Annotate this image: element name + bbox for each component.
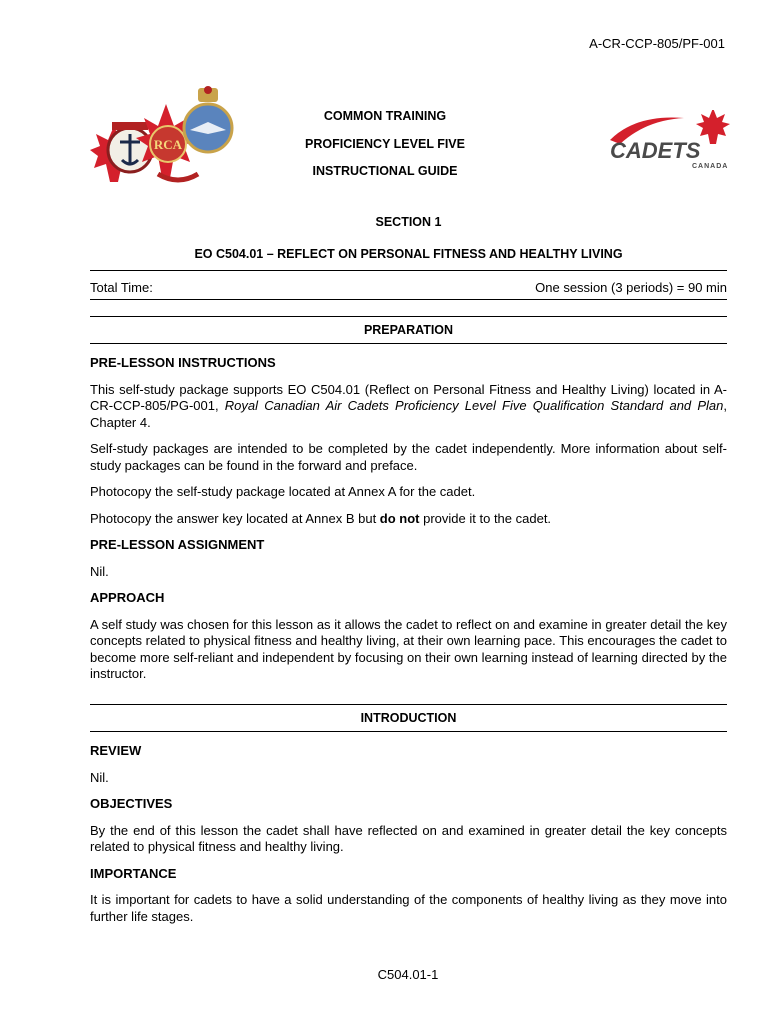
approach-heading: APPROACH xyxy=(90,590,165,605)
total-time-row xyxy=(90,280,727,295)
navy-crest-icon xyxy=(108,122,152,172)
guide-title-block xyxy=(230,109,540,192)
document-reference: A-CR-CCP-805/PF-001 xyxy=(589,36,725,51)
section-heading: SECTION 1 xyxy=(375,215,442,229)
introduction-heading: INTRODUCTION xyxy=(360,711,457,725)
importance-text: It is important for cadets to have a solid understanding of the components of healthy living as they move into further life stages. xyxy=(90,892,727,924)
instructions-paragraph-4: Photocopy the answer key located at Annex B but do not provide it to the cadet. xyxy=(90,510,552,526)
objectives-text: By the end of this lesson the cadet shall have reflected on and examined in greater detail the key concepts related to physical fitness and healthy living. xyxy=(90,822,727,854)
divider xyxy=(90,299,727,300)
do-not-emphasis: do not xyxy=(379,510,420,526)
preparation-heading: PREPARATION xyxy=(363,323,454,337)
review-heading: REVIEW xyxy=(90,743,142,758)
svg-text:RCA: RCA xyxy=(153,137,183,152)
divider xyxy=(90,343,727,344)
divider xyxy=(90,316,727,317)
divider xyxy=(90,731,727,732)
pre-lesson-instructions-heading: PRE-LESSON INSTRUCTIONS xyxy=(90,355,276,370)
title-line-3: INSTRUCTIONAL GUIDE xyxy=(312,164,458,178)
approach-text: A self study was chosen for this lesson as it allows the cadet to reflect on and examine in greater detail the key concepts related to physical fitness and healthy living, at their own learning pace. This encourages the cadet to become more self-reliant and independent by focusing on their own learning instead of learning directed by the instructor. xyxy=(90,616,727,681)
canada-wordmark: CANADA xyxy=(692,163,729,170)
air-cadet-crest-icon xyxy=(184,86,232,152)
instructions-paragraph-3: Photocopy the self-study package located at Annex A for the cadet. xyxy=(90,484,476,499)
divider xyxy=(90,704,727,705)
eo-title: EO C504.01 – REFLECT ON PERSONAL FITNESS AND HEALTHY LIVING xyxy=(194,247,623,261)
importance-heading: IMPORTANCE xyxy=(90,865,177,881)
objectives-heading: OBJECTIVES xyxy=(90,796,173,811)
instructions-paragraph-1: This self-study package supports EO C504.01 (Reflect on Personal Fitness and Healthy Living) located in A-CR-CCP-805/PG-001, Royal Canadian Air Cadets Proficiency Level Five Qualification Standard and Plan, Chapter 4. xyxy=(90,381,727,430)
assignment-text: Nil. xyxy=(90,563,109,579)
army-crest-icon xyxy=(150,126,186,162)
cadets-wordmark: CADETS xyxy=(610,138,701,163)
cadets-canada-logo xyxy=(606,110,730,172)
total-time-value: One session (3 periods) = 90 min xyxy=(535,280,727,295)
instructions-paragraph-2: Self-study packages are intended to be completed by the cadet independently. More information about self-study packages can be found in the forward and preface. xyxy=(90,441,727,473)
total-time-label: Total Time: xyxy=(90,280,153,295)
review-text: Nil. xyxy=(90,769,109,785)
title-line-2: PROFICIENCY LEVEL FIVE xyxy=(305,136,465,151)
introduction-content xyxy=(90,743,727,935)
pre-lesson-assignment-heading: PRE-LESSON ASSIGNMENT xyxy=(90,537,265,552)
divider xyxy=(90,270,727,271)
maple-leaf-icon-right xyxy=(696,110,730,144)
page-number: C504.01-1 xyxy=(377,967,439,982)
qualification-standard-title: Royal Canadian Air Cadets Proficiency Level Five Qualification Standard and Plan xyxy=(224,398,724,413)
title-line-1: COMMON TRAINING xyxy=(323,109,447,123)
preparation-content xyxy=(90,355,727,693)
cadet-crests-logo xyxy=(88,82,244,194)
